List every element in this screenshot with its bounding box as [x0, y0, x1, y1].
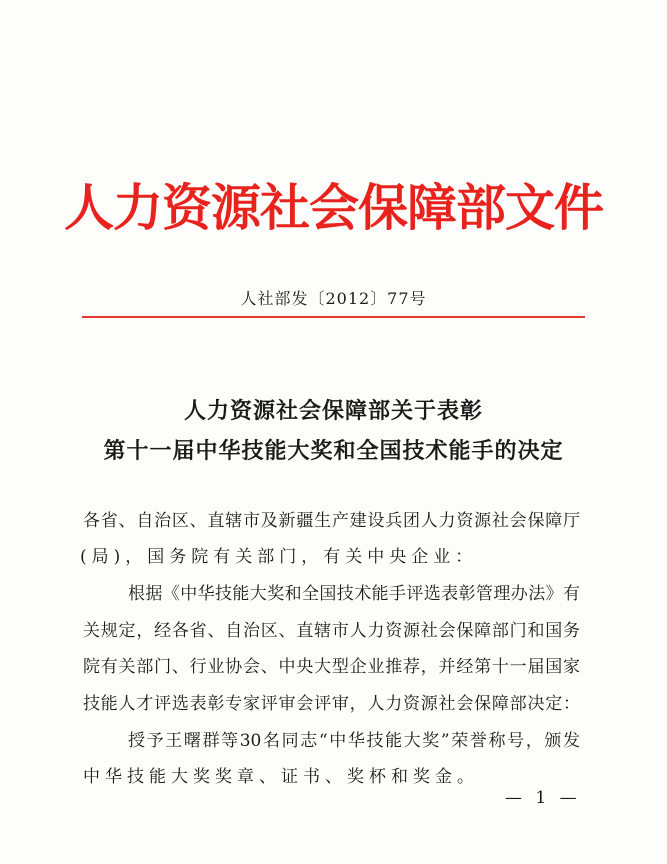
paragraph-line: 院有关部门、行业协会、中央大型企业推荐，并经第十一届国家 [83, 657, 580, 677]
addressee-line: (局)，国务院有关部门，有关中央企业： [80, 547, 478, 567]
paragraph-line: 根据《中华技能大奖和全国技术能手评选表彰管理办法》有 [128, 584, 580, 604]
addressee-line: 各省、自治区、直辖市及新疆生产建设兵团人力资源社会保障厅 [83, 511, 580, 531]
document-number: 人社部发〔2012〕77号 [240, 289, 427, 308]
decision-title-line-2: 第十一届中华技能大奖和全国技术能手的决定 [103, 438, 564, 464]
paragraph-line: 中华技能大奖奖章、证书、奖杯和奖金。 [83, 767, 479, 787]
paragraph-line: 授予王曙群等30名同志“中华技能大奖”荣誉称号，颁发 [128, 731, 580, 751]
paragraph-line: 技能人才评选表彰专家评审会评审，人力资源社会保障部决定： [83, 694, 580, 714]
header-divider [82, 316, 585, 318]
decision-title-line-1: 人力资源社会保障部关于表彰 [183, 398, 483, 424]
page-number: — 1 — [505, 788, 581, 808]
paragraph-line: 关规定，经各省、自治区、直辖市人力资源社会保障部门和国务 [83, 621, 580, 641]
document-header-title: 人力资源社会保障部文件 [64, 178, 603, 237]
